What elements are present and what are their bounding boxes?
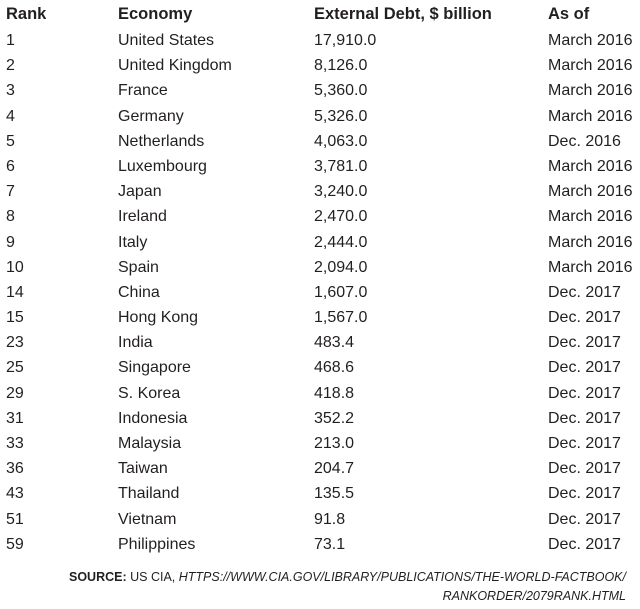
table-row	[0, 532, 640, 557]
cell-external-debt: 91.8	[314, 510, 346, 528]
cell-external-debt: 3,240.0	[314, 183, 368, 201]
cell-economy: China	[118, 283, 160, 301]
table-row	[0, 280, 640, 305]
table-row	[0, 154, 640, 179]
source-url-line2: RANKORDER/2079RANK.HTML	[442, 589, 626, 603]
cell-as-of: Dec. 2017	[548, 535, 621, 553]
cell-as-of: Dec. 2017	[548, 359, 621, 377]
table-row	[0, 481, 640, 506]
table-header-row	[0, 0, 640, 28]
header-rank: Rank	[6, 5, 47, 23]
cell-economy: Japan	[118, 183, 162, 201]
table-row	[0, 78, 640, 103]
cell-rank: 31	[6, 409, 24, 427]
cell-rank: 8	[6, 208, 15, 226]
table-row	[0, 355, 640, 380]
cell-as-of: March 2016	[548, 157, 633, 175]
cell-external-debt: 73.1	[314, 535, 346, 553]
cell-economy: United Kingdom	[118, 57, 232, 75]
header-economy: Economy	[118, 5, 193, 23]
cell-as-of: March 2016	[548, 57, 633, 75]
cell-as-of: Dec. 2017	[548, 283, 621, 301]
cell-as-of: March 2016	[548, 258, 633, 276]
cell-economy: Philippines	[118, 535, 196, 553]
cell-external-debt: 135.5	[314, 485, 355, 503]
cell-external-debt: 213.0	[314, 435, 355, 452]
cell-as-of: March 2016	[548, 82, 633, 100]
cell-rank: 25	[6, 359, 24, 377]
cell-external-debt: 1,607.0	[314, 283, 368, 301]
header-external-debt: External Debt, $ billion	[314, 5, 492, 23]
cell-rank: 2	[6, 57, 15, 75]
cell-economy: Spain	[118, 258, 159, 276]
source-org: US CIA,	[126, 570, 179, 584]
cell-rank: 33	[6, 435, 24, 452]
table-row	[0, 330, 640, 355]
cell-rank: 51	[6, 510, 24, 528]
cell-economy: Germany	[118, 107, 184, 125]
cell-economy: Vietnam	[118, 510, 177, 528]
table-row	[0, 28, 640, 53]
cell-rank: 15	[6, 309, 24, 327]
table-row	[0, 179, 640, 204]
cell-economy: Luxembourg	[118, 157, 207, 175]
cell-external-debt: 1,567.0	[314, 309, 368, 327]
cell-external-debt: 2,444.0	[314, 233, 368, 251]
cell-external-debt: 5,326.0	[314, 107, 368, 125]
cell-rank: 9	[6, 233, 15, 251]
cell-economy: India	[118, 334, 153, 352]
table-body	[0, 28, 640, 557]
cell-external-debt: 2,470.0	[314, 208, 368, 226]
source-url-line1: HTTPS://WWW.CIA.GOV/LIBRARY/PUBLICATIONS/THE-WORLD-FACTBOOK/	[178, 570, 626, 584]
cell-economy: Netherlands	[118, 132, 205, 150]
cell-economy: Malaysia	[118, 435, 182, 452]
cell-rank: 1	[6, 32, 15, 49]
cell-external-debt: 17,910.0	[314, 32, 377, 49]
cell-as-of: March 2016	[548, 233, 633, 251]
header-as-of: As of	[548, 5, 590, 23]
cell-external-debt: 352.2	[314, 409, 355, 427]
cell-external-debt: 483.4	[314, 334, 355, 352]
cell-as-of: March 2016	[548, 32, 633, 49]
cell-economy: France	[118, 82, 168, 100]
cell-external-debt: 8,126.0	[314, 57, 368, 75]
cell-external-debt: 5,360.0	[314, 82, 368, 100]
table-row	[0, 431, 640, 456]
cell-as-of: Dec. 2017	[548, 510, 621, 528]
cell-external-debt: 204.7	[314, 460, 355, 478]
cell-rank: 4	[6, 107, 15, 125]
table-row	[0, 129, 640, 154]
cell-economy: Ireland	[118, 208, 167, 226]
cell-economy: S. Korea	[118, 384, 181, 402]
table-row	[0, 456, 640, 481]
cell-economy: Singapore	[118, 359, 191, 377]
cell-as-of: March 2016	[548, 183, 633, 201]
table-row	[0, 507, 640, 532]
cell-rank: 10	[6, 258, 24, 276]
cell-as-of: March 2016	[548, 107, 633, 125]
cell-external-debt: 2,094.0	[314, 258, 368, 276]
cell-external-debt: 418.8	[314, 384, 355, 402]
cell-external-debt: 4,063.0	[314, 132, 368, 150]
cell-economy: Indonesia	[118, 409, 188, 427]
cell-economy: Thailand	[118, 485, 180, 503]
cell-as-of: Dec. 2017	[548, 460, 621, 478]
cell-economy: Italy	[118, 233, 148, 251]
table-row	[0, 406, 640, 431]
cell-economy: Taiwan	[118, 460, 168, 478]
cell-as-of: Dec. 2016	[548, 132, 621, 150]
cell-as-of: Dec. 2017	[548, 309, 621, 327]
cell-rank: 3	[6, 82, 15, 100]
source-label: SOURCE:	[69, 570, 127, 584]
table-row	[0, 255, 640, 280]
table-row	[0, 230, 640, 255]
cell-as-of: Dec. 2017	[548, 384, 621, 402]
table-row	[0, 104, 640, 129]
cell-rank: 5	[6, 132, 15, 150]
cell-economy: Hong Kong	[118, 309, 199, 327]
cell-rank: 23	[6, 334, 24, 352]
cell-rank: 36	[6, 460, 24, 478]
table-row	[0, 53, 640, 78]
cell-rank: 59	[6, 535, 24, 553]
cell-rank: 29	[6, 384, 24, 402]
source-note	[26, 568, 626, 606]
cell-rank: 6	[6, 157, 15, 175]
cell-external-debt: 3,781.0	[314, 157, 368, 175]
cell-as-of: Dec. 2017	[548, 485, 621, 503]
table-row	[0, 305, 640, 330]
cell-as-of: Dec. 2017	[548, 409, 621, 427]
table-row	[0, 204, 640, 229]
cell-economy: United States	[118, 32, 215, 49]
table-row	[0, 381, 640, 406]
cell-as-of: March 2016	[548, 208, 633, 226]
cell-rank: 7	[6, 183, 15, 201]
cell-as-of: Dec. 2017	[548, 334, 621, 352]
cell-rank: 43	[6, 485, 24, 503]
cell-as-of: Dec. 2017	[548, 435, 621, 452]
cell-external-debt: 468.6	[314, 359, 355, 377]
cell-rank: 14	[6, 283, 24, 301]
